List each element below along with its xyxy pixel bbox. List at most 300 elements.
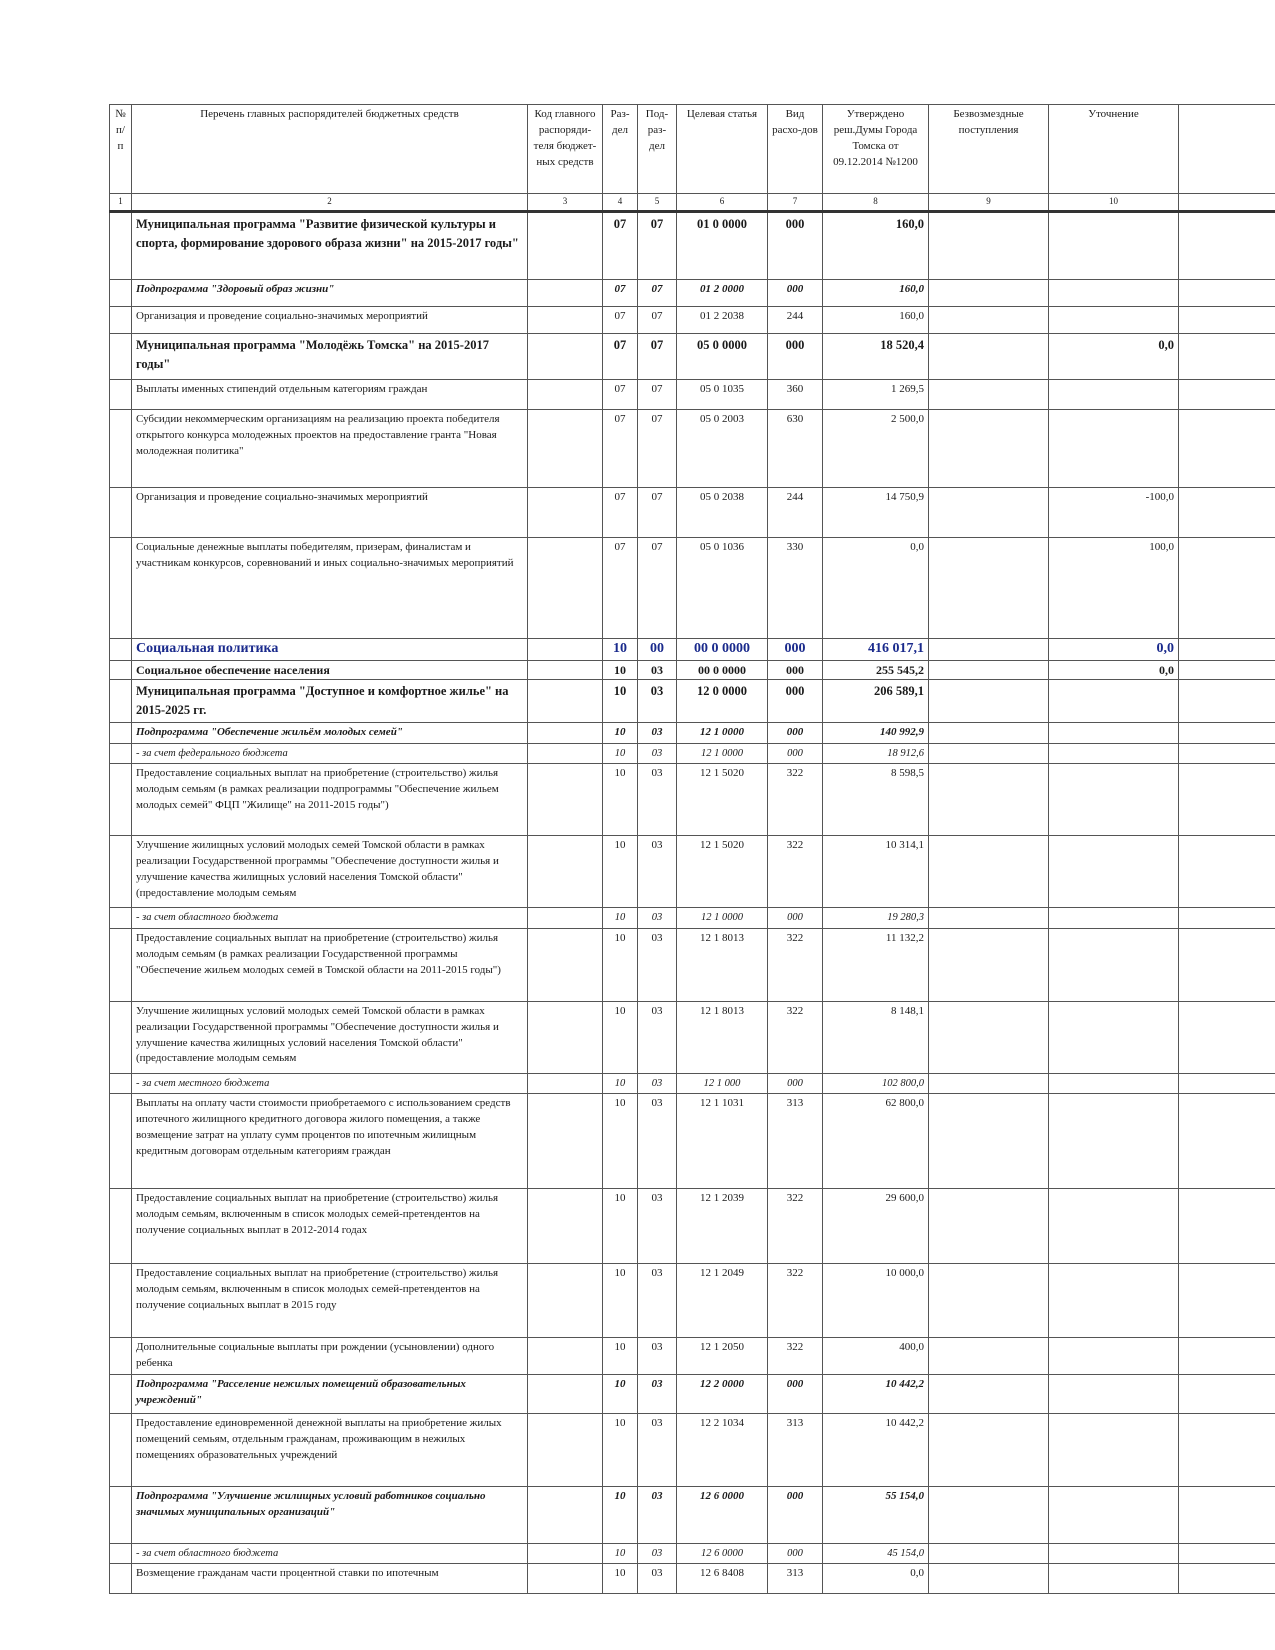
- cell-code: [528, 1374, 603, 1413]
- cell-num: [110, 1001, 132, 1073]
- cell-target: 12 1 8013: [677, 1001, 768, 1073]
- cell-clarify: [1049, 212, 1179, 280]
- cell-extra: [1179, 538, 1275, 639]
- cell-approved: 11 132,2: [823, 928, 929, 1001]
- cell-name: - за счет местного бюджета: [132, 1073, 528, 1093]
- cell-target: 01 2 0000: [677, 280, 768, 307]
- cell-free: [929, 334, 1049, 380]
- cell-vid: 322: [768, 928, 823, 1001]
- cell-vid: 000: [768, 1073, 823, 1093]
- table-row: [110, 1543, 1275, 1563]
- cell-extra: [1179, 1073, 1275, 1093]
- cell-extra: [1179, 744, 1275, 764]
- cell-vid: 313: [768, 1413, 823, 1486]
- cell-num: [110, 380, 132, 410]
- colnum: 6: [677, 194, 768, 212]
- cell-code: [528, 1188, 603, 1263]
- cell-free: [929, 1543, 1049, 1563]
- table-row: [110, 334, 1275, 380]
- cell-approved: 0,0: [823, 538, 929, 639]
- cell-name: Муниципальная программа "Развитие физической культуры и спорта, формирование здорового образа жизни" на 2015-2017 годы": [132, 212, 528, 280]
- cell-clarify: [1049, 1263, 1179, 1337]
- cell-approved: 19 280,3: [823, 908, 929, 928]
- cell-name: - за счет областного бюджета: [132, 908, 528, 928]
- cell-approved: 0,0: [823, 1564, 929, 1594]
- cell-target: 01 0 0000: [677, 212, 768, 280]
- cell-podrazdel: 03: [638, 764, 677, 836]
- cell-clarify: [1049, 1543, 1179, 1563]
- cell-clarify: [1049, 1093, 1179, 1188]
- cell-extra: [1179, 488, 1275, 538]
- cell-approved: 8 148,1: [823, 1001, 929, 1073]
- cell-vid: 000: [768, 723, 823, 744]
- table-row: [110, 1093, 1275, 1188]
- header-row: [110, 105, 1275, 194]
- cell-code: [528, 410, 603, 488]
- cell-target: 12 1 8013: [677, 928, 768, 1001]
- cell-code: [528, 928, 603, 1001]
- cell-podrazdel: 00: [638, 639, 677, 661]
- cell-vid: 360: [768, 380, 823, 410]
- table-row: [110, 1413, 1275, 1486]
- cell-clarify: [1049, 1073, 1179, 1093]
- cell-free: [929, 1564, 1049, 1594]
- colnum: 9: [929, 194, 1049, 212]
- cell-approved: 62 800,0: [823, 1093, 929, 1188]
- cell-name: Подпрограмма "Улучшение жилищных условий работников социально значимых муниципальных организаций": [132, 1486, 528, 1543]
- cell-extra: [1179, 1337, 1275, 1374]
- cell-num: [110, 280, 132, 307]
- colnum: 8: [823, 194, 929, 212]
- cell-clarify: -100,0: [1049, 488, 1179, 538]
- cell-num: [110, 723, 132, 744]
- table-body: [110, 212, 1275, 1594]
- cell-name: Выплаты на оплату части стоимости приобретаемого с использованием средств ипотечного жилищного кредитного договора жилого помещения, а также возмещение затрат на уплату сумм процентов по ипотечным жилищным кредитным договорам отдельным категориям граждан: [132, 1093, 528, 1188]
- cell-vid: 000: [768, 908, 823, 928]
- cell-podrazdel: 03: [638, 1564, 677, 1594]
- table-row: [110, 660, 1275, 679]
- cell-name: Улучшение жилищных условий молодых семей Томской области в рамках реализации Государственной программы "Обеспечение доступности жилья и улучшение качества жилищных условий населения Томской области" (предоставление молодым семьям: [132, 836, 528, 908]
- colnum: 3: [528, 194, 603, 212]
- cell-razdel: 10: [603, 928, 638, 1001]
- table-row: [110, 1263, 1275, 1337]
- cell-razdel: 10: [603, 908, 638, 928]
- cell-clarify: 0,0: [1049, 334, 1179, 380]
- cell-name: Подпрограмма "Обеспечение жильём молодых семей": [132, 723, 528, 744]
- cell-clarify: [1049, 1564, 1179, 1594]
- cell-vid: 000: [768, 680, 823, 723]
- cell-code: [528, 538, 603, 639]
- cell-name: Улучшение жилищных условий молодых семей Томской области в рамках реализации Государственной программы "Обеспечение доступности жилья и улучшение качества жилищных условий населения Томской области" (предоставление молодым семьям: [132, 1001, 528, 1073]
- cell-num: [110, 307, 132, 334]
- cell-code: [528, 764, 603, 836]
- cell-podrazdel: 03: [638, 836, 677, 908]
- cell-razdel: 10: [603, 723, 638, 744]
- cell-approved: 1 269,5: [823, 380, 929, 410]
- cell-clarify: [1049, 680, 1179, 723]
- cell-name: Социальное обеспечение населения: [132, 660, 528, 679]
- cell-clarify: [1049, 836, 1179, 908]
- cell-code: [528, 212, 603, 280]
- table-row: [110, 639, 1275, 661]
- cell-num: [110, 1188, 132, 1263]
- cell-target: 05 0 2038: [677, 488, 768, 538]
- cell-approved: 18 912,6: [823, 744, 929, 764]
- cell-free: [929, 836, 1049, 908]
- cell-razdel: 10: [603, 639, 638, 661]
- cell-approved: 160,0: [823, 307, 929, 334]
- header-vid: Вид расхо-дов: [768, 105, 823, 194]
- cell-free: [929, 1263, 1049, 1337]
- header-target: Целевая статья: [677, 105, 768, 194]
- cell-name: Предоставление социальных выплат на приобретение (строительство) жилья молодым семьям, включенным в список молодых семей-претендентов на получение социальных выплат в 2012-2014 годах: [132, 1188, 528, 1263]
- cell-razdel: 10: [603, 1073, 638, 1093]
- table-row: [110, 1564, 1275, 1594]
- cell-target: 12 6 0000: [677, 1543, 768, 1563]
- cell-free: [929, 723, 1049, 744]
- cell-target: 12 1 1031: [677, 1093, 768, 1188]
- cell-free: [929, 908, 1049, 928]
- cell-vid: 244: [768, 488, 823, 538]
- cell-razdel: 10: [603, 1001, 638, 1073]
- cell-num: [110, 639, 132, 661]
- cell-vid: 630: [768, 410, 823, 488]
- cell-extra: [1179, 928, 1275, 1001]
- cell-podrazdel: 03: [638, 1073, 677, 1093]
- cell-extra: [1179, 1413, 1275, 1486]
- header-razdel: Раз-дел: [603, 105, 638, 194]
- cell-podrazdel: 03: [638, 1188, 677, 1263]
- cell-name: Выплаты именных стипендий отдельным категориям граждан: [132, 380, 528, 410]
- cell-approved: 2 500,0: [823, 410, 929, 488]
- header-podrazdel: Под-раз-дел: [638, 105, 677, 194]
- cell-num: [110, 538, 132, 639]
- cell-free: [929, 307, 1049, 334]
- cell-razdel: 07: [603, 307, 638, 334]
- cell-clarify: [1049, 410, 1179, 488]
- column-number-row: [110, 194, 1275, 212]
- cell-clarify: [1049, 928, 1179, 1001]
- table-row: [110, 307, 1275, 334]
- header-free: Безвозмездные поступления: [929, 105, 1049, 194]
- cell-code: [528, 1073, 603, 1093]
- table-row: [110, 488, 1275, 538]
- cell-code: [528, 1413, 603, 1486]
- cell-name: Муниципальная программа "Доступное и комфортное жилье" на 2015-2025 гг.: [132, 680, 528, 723]
- cell-code: [528, 1564, 603, 1594]
- cell-code: [528, 334, 603, 380]
- cell-free: [929, 1073, 1049, 1093]
- cell-target: 05 0 1035: [677, 380, 768, 410]
- cell-num: [110, 1073, 132, 1093]
- cell-approved: 10 000,0: [823, 1263, 929, 1337]
- cell-name: - за счет областного бюджета: [132, 1543, 528, 1563]
- cell-approved: 160,0: [823, 280, 929, 307]
- cell-razdel: 10: [603, 744, 638, 764]
- cell-clarify: [1049, 723, 1179, 744]
- cell-razdel: 07: [603, 334, 638, 380]
- cell-code: [528, 1263, 603, 1337]
- table-row: [110, 1337, 1275, 1374]
- cell-target: 12 6 0000: [677, 1486, 768, 1543]
- table-row: [110, 680, 1275, 723]
- cell-podrazdel: 07: [638, 307, 677, 334]
- cell-podrazdel: 03: [638, 1374, 677, 1413]
- cell-podrazdel: 07: [638, 410, 677, 488]
- cell-target: 01 2 2038: [677, 307, 768, 334]
- cell-vid: 322: [768, 1001, 823, 1073]
- cell-code: [528, 723, 603, 744]
- cell-vid: 322: [768, 1263, 823, 1337]
- cell-podrazdel: 03: [638, 928, 677, 1001]
- cell-podrazdel: 07: [638, 488, 677, 538]
- cell-name: - за счет федерального бюджета: [132, 744, 528, 764]
- cell-approved: 206 589,1: [823, 680, 929, 723]
- cell-vid: 000: [768, 280, 823, 307]
- cell-target: 00 0 0000: [677, 660, 768, 679]
- cell-num: [110, 660, 132, 679]
- table-row: [110, 410, 1275, 488]
- cell-name: Предоставление единовременной денежной выплаты на приобретение жилых помещений семьям, отдельным гражданам, проживающим в нежилых помещениях образовательных учреждений: [132, 1413, 528, 1486]
- colnum: 2: [132, 194, 528, 212]
- cell-name: Дополнительные социальные выплаты при рождении (усыновлении) одного ребенка: [132, 1337, 528, 1374]
- table-row: [110, 928, 1275, 1001]
- cell-razdel: 10: [603, 836, 638, 908]
- cell-extra: [1179, 680, 1275, 723]
- cell-target: 12 1 0000: [677, 744, 768, 764]
- cell-approved: 29 600,0: [823, 1188, 929, 1263]
- cell-vid: 000: [768, 1374, 823, 1413]
- cell-podrazdel: 03: [638, 744, 677, 764]
- cell-podrazdel: 03: [638, 660, 677, 679]
- cell-podrazdel: 03: [638, 1263, 677, 1337]
- cell-extra: [1179, 639, 1275, 661]
- header-clarify: Уточнение: [1049, 105, 1179, 194]
- cell-clarify: [1049, 1188, 1179, 1263]
- table-row: [110, 1188, 1275, 1263]
- cell-clarify: 100,0: [1049, 538, 1179, 639]
- cell-extra: [1179, 410, 1275, 488]
- cell-num: [110, 680, 132, 723]
- cell-approved: 160,0: [823, 212, 929, 280]
- cell-code: [528, 488, 603, 538]
- cell-razdel: 07: [603, 488, 638, 538]
- cell-name: Организация и проведение социально-значимых мероприятий: [132, 488, 528, 538]
- cell-razdel: 10: [603, 1093, 638, 1188]
- cell-vid: 322: [768, 1337, 823, 1374]
- cell-extra: [1179, 1564, 1275, 1594]
- cell-num: [110, 764, 132, 836]
- colnum: 10: [1049, 194, 1179, 212]
- colnum: 5: [638, 194, 677, 212]
- cell-name: Организация и проведение социально-значимых мероприятий: [132, 307, 528, 334]
- cell-free: [929, 1001, 1049, 1073]
- table-row: [110, 836, 1275, 908]
- cell-num: [110, 1564, 132, 1594]
- table-row: [110, 212, 1275, 280]
- cell-target: 12 1 2050: [677, 1337, 768, 1374]
- cell-podrazdel: 07: [638, 334, 677, 380]
- cell-clarify: [1049, 1413, 1179, 1486]
- cell-approved: 55 154,0: [823, 1486, 929, 1543]
- cell-approved: 10 442,2: [823, 1413, 929, 1486]
- cell-target: 12 1 0000: [677, 908, 768, 928]
- cell-code: [528, 1093, 603, 1188]
- cell-vid: 244: [768, 307, 823, 334]
- cell-razdel: 10: [603, 1486, 638, 1543]
- cell-extra: [1179, 1543, 1275, 1563]
- table-row: [110, 280, 1275, 307]
- cell-target: 12 1 2039: [677, 1188, 768, 1263]
- cell-clarify: 0,0: [1049, 639, 1179, 661]
- cell-clarify: [1049, 1374, 1179, 1413]
- header-name: Перечень главных распорядителей бюджетных средств: [132, 105, 528, 194]
- cell-free: [929, 1188, 1049, 1263]
- cell-clarify: [1049, 744, 1179, 764]
- header-code: Код главного распоряди-теля бюджет-ных средств: [528, 105, 603, 194]
- cell-clarify: [1049, 908, 1179, 928]
- cell-free: [929, 1374, 1049, 1413]
- cell-approved: 10 314,1: [823, 836, 929, 908]
- cell-razdel: 10: [603, 1188, 638, 1263]
- table-row: [110, 538, 1275, 639]
- table-row: [110, 908, 1275, 928]
- cell-extra: [1179, 836, 1275, 908]
- cell-target: 12 1 2049: [677, 1263, 768, 1337]
- cell-clarify: [1049, 307, 1179, 334]
- cell-extra: [1179, 764, 1275, 836]
- cell-razdel: 10: [603, 764, 638, 836]
- cell-target: 12 1 0000: [677, 723, 768, 744]
- table-row: [110, 723, 1275, 744]
- cell-num: [110, 744, 132, 764]
- cell-clarify: [1049, 764, 1179, 836]
- cell-code: [528, 1543, 603, 1563]
- cell-podrazdel: 03: [638, 680, 677, 723]
- cell-vid: 313: [768, 1564, 823, 1594]
- cell-code: [528, 1486, 603, 1543]
- cell-free: [929, 1486, 1049, 1543]
- cell-approved: 18 520,4: [823, 334, 929, 380]
- cell-podrazdel: 07: [638, 212, 677, 280]
- table-row: [110, 1374, 1275, 1413]
- cell-name: Предоставление социальных выплат на приобретение (строительство) жилья молодым семьям (в рамках реализации подпрограммы "Обеспечение жильем молодых семей" ФЦП "Жилище" на 2011-2015 годы"): [132, 764, 528, 836]
- cell-num: [110, 1093, 132, 1188]
- cell-approved: 8 598,5: [823, 764, 929, 836]
- cell-num: [110, 212, 132, 280]
- cell-name: Предоставление социальных выплат на приобретение (строительство) жилья молодым семьям (в рамках реализации Государственной программы "Обеспечение жильем молодых семей в Томской области на 2011-2015 годы"): [132, 928, 528, 1001]
- cell-extra: [1179, 1486, 1275, 1543]
- cell-free: [929, 639, 1049, 661]
- cell-target: 12 1 000: [677, 1073, 768, 1093]
- cell-target: 12 2 0000: [677, 1374, 768, 1413]
- cell-podrazdel: 07: [638, 380, 677, 410]
- header-num: № п/п: [110, 105, 132, 194]
- table-row: [110, 1073, 1275, 1093]
- cell-razdel: 10: [603, 1337, 638, 1374]
- cell-approved: 255 545,2: [823, 660, 929, 679]
- cell-code: [528, 908, 603, 928]
- cell-code: [528, 836, 603, 908]
- cell-extra: [1179, 1188, 1275, 1263]
- cell-clarify: [1049, 280, 1179, 307]
- cell-podrazdel: 03: [638, 908, 677, 928]
- cell-name: Субсидии некоммерческим организациям на реализацию проекта победителя открытого конкурса молодежных проектов на предоставление гранта "Новая молодежная политика": [132, 410, 528, 488]
- cell-free: [929, 1093, 1049, 1188]
- cell-podrazdel: 03: [638, 1093, 677, 1188]
- table-row: [110, 1486, 1275, 1543]
- cell-razdel: 07: [603, 280, 638, 307]
- cell-approved: 400,0: [823, 1337, 929, 1374]
- cell-podrazdel: 07: [638, 538, 677, 639]
- cell-num: [110, 928, 132, 1001]
- cell-name: Социальная политика: [132, 639, 528, 661]
- cell-free: [929, 1413, 1049, 1486]
- cell-free: [929, 212, 1049, 280]
- cell-podrazdel: 03: [638, 1001, 677, 1073]
- cell-target: 05 0 1036: [677, 538, 768, 639]
- cell-free: [929, 660, 1049, 679]
- header-approved: Утверждено реш.Думы Города Томска от 09.12.2014 №1200: [823, 105, 929, 194]
- cell-num: [110, 334, 132, 380]
- cell-razdel: 07: [603, 410, 638, 488]
- cell-target: 12 0 0000: [677, 680, 768, 723]
- cell-num: [110, 908, 132, 928]
- cell-extra: [1179, 280, 1275, 307]
- cell-razdel: 07: [603, 380, 638, 410]
- cell-approved: 45 154,0: [823, 1543, 929, 1563]
- cell-num: [110, 836, 132, 908]
- colnum: 4: [603, 194, 638, 212]
- cell-vid: 000: [768, 660, 823, 679]
- cell-clarify: [1049, 1486, 1179, 1543]
- cell-vid: 000: [768, 1486, 823, 1543]
- cell-vid: 330: [768, 538, 823, 639]
- cell-approved: 140 992,9: [823, 723, 929, 744]
- cell-code: [528, 680, 603, 723]
- cell-vid: 322: [768, 1188, 823, 1263]
- table-row: [110, 1001, 1275, 1073]
- cell-code: [528, 660, 603, 679]
- table-row: [110, 744, 1275, 764]
- cell-extra: [1179, 1001, 1275, 1073]
- cell-vid: 000: [768, 334, 823, 380]
- cell-code: [528, 1001, 603, 1073]
- cell-vid: 000: [768, 1543, 823, 1563]
- cell-target: 12 2 1034: [677, 1413, 768, 1486]
- cell-target: 12 6 8408: [677, 1564, 768, 1594]
- cell-free: [929, 488, 1049, 538]
- cell-clarify: [1049, 380, 1179, 410]
- cell-name: Возмещение гражданам части процентной ставки по ипотечным: [132, 1564, 528, 1594]
- cell-target: 12 1 5020: [677, 764, 768, 836]
- cell-extra: [1179, 1093, 1275, 1188]
- cell-target: 00 0 0000: [677, 639, 768, 661]
- table-row: [110, 380, 1275, 410]
- cell-clarify: [1049, 1001, 1179, 1073]
- cell-num: [110, 1413, 132, 1486]
- cell-extra: [1179, 307, 1275, 334]
- cell-name: Подпрограмма "Расселение нежилых помещений образовательных учреждений": [132, 1374, 528, 1413]
- cell-extra: [1179, 1374, 1275, 1413]
- cell-razdel: 10: [603, 1263, 638, 1337]
- cell-name: Предоставление социальных выплат на приобретение (строительство) жилья молодым семьям, включенным в список молодых семей-претендентов на получение социальных выплат в 2015 году: [132, 1263, 528, 1337]
- cell-extra: [1179, 212, 1275, 280]
- cell-num: [110, 1374, 132, 1413]
- cell-vid: 000: [768, 212, 823, 280]
- colnum: [1179, 194, 1275, 212]
- cell-free: [929, 1337, 1049, 1374]
